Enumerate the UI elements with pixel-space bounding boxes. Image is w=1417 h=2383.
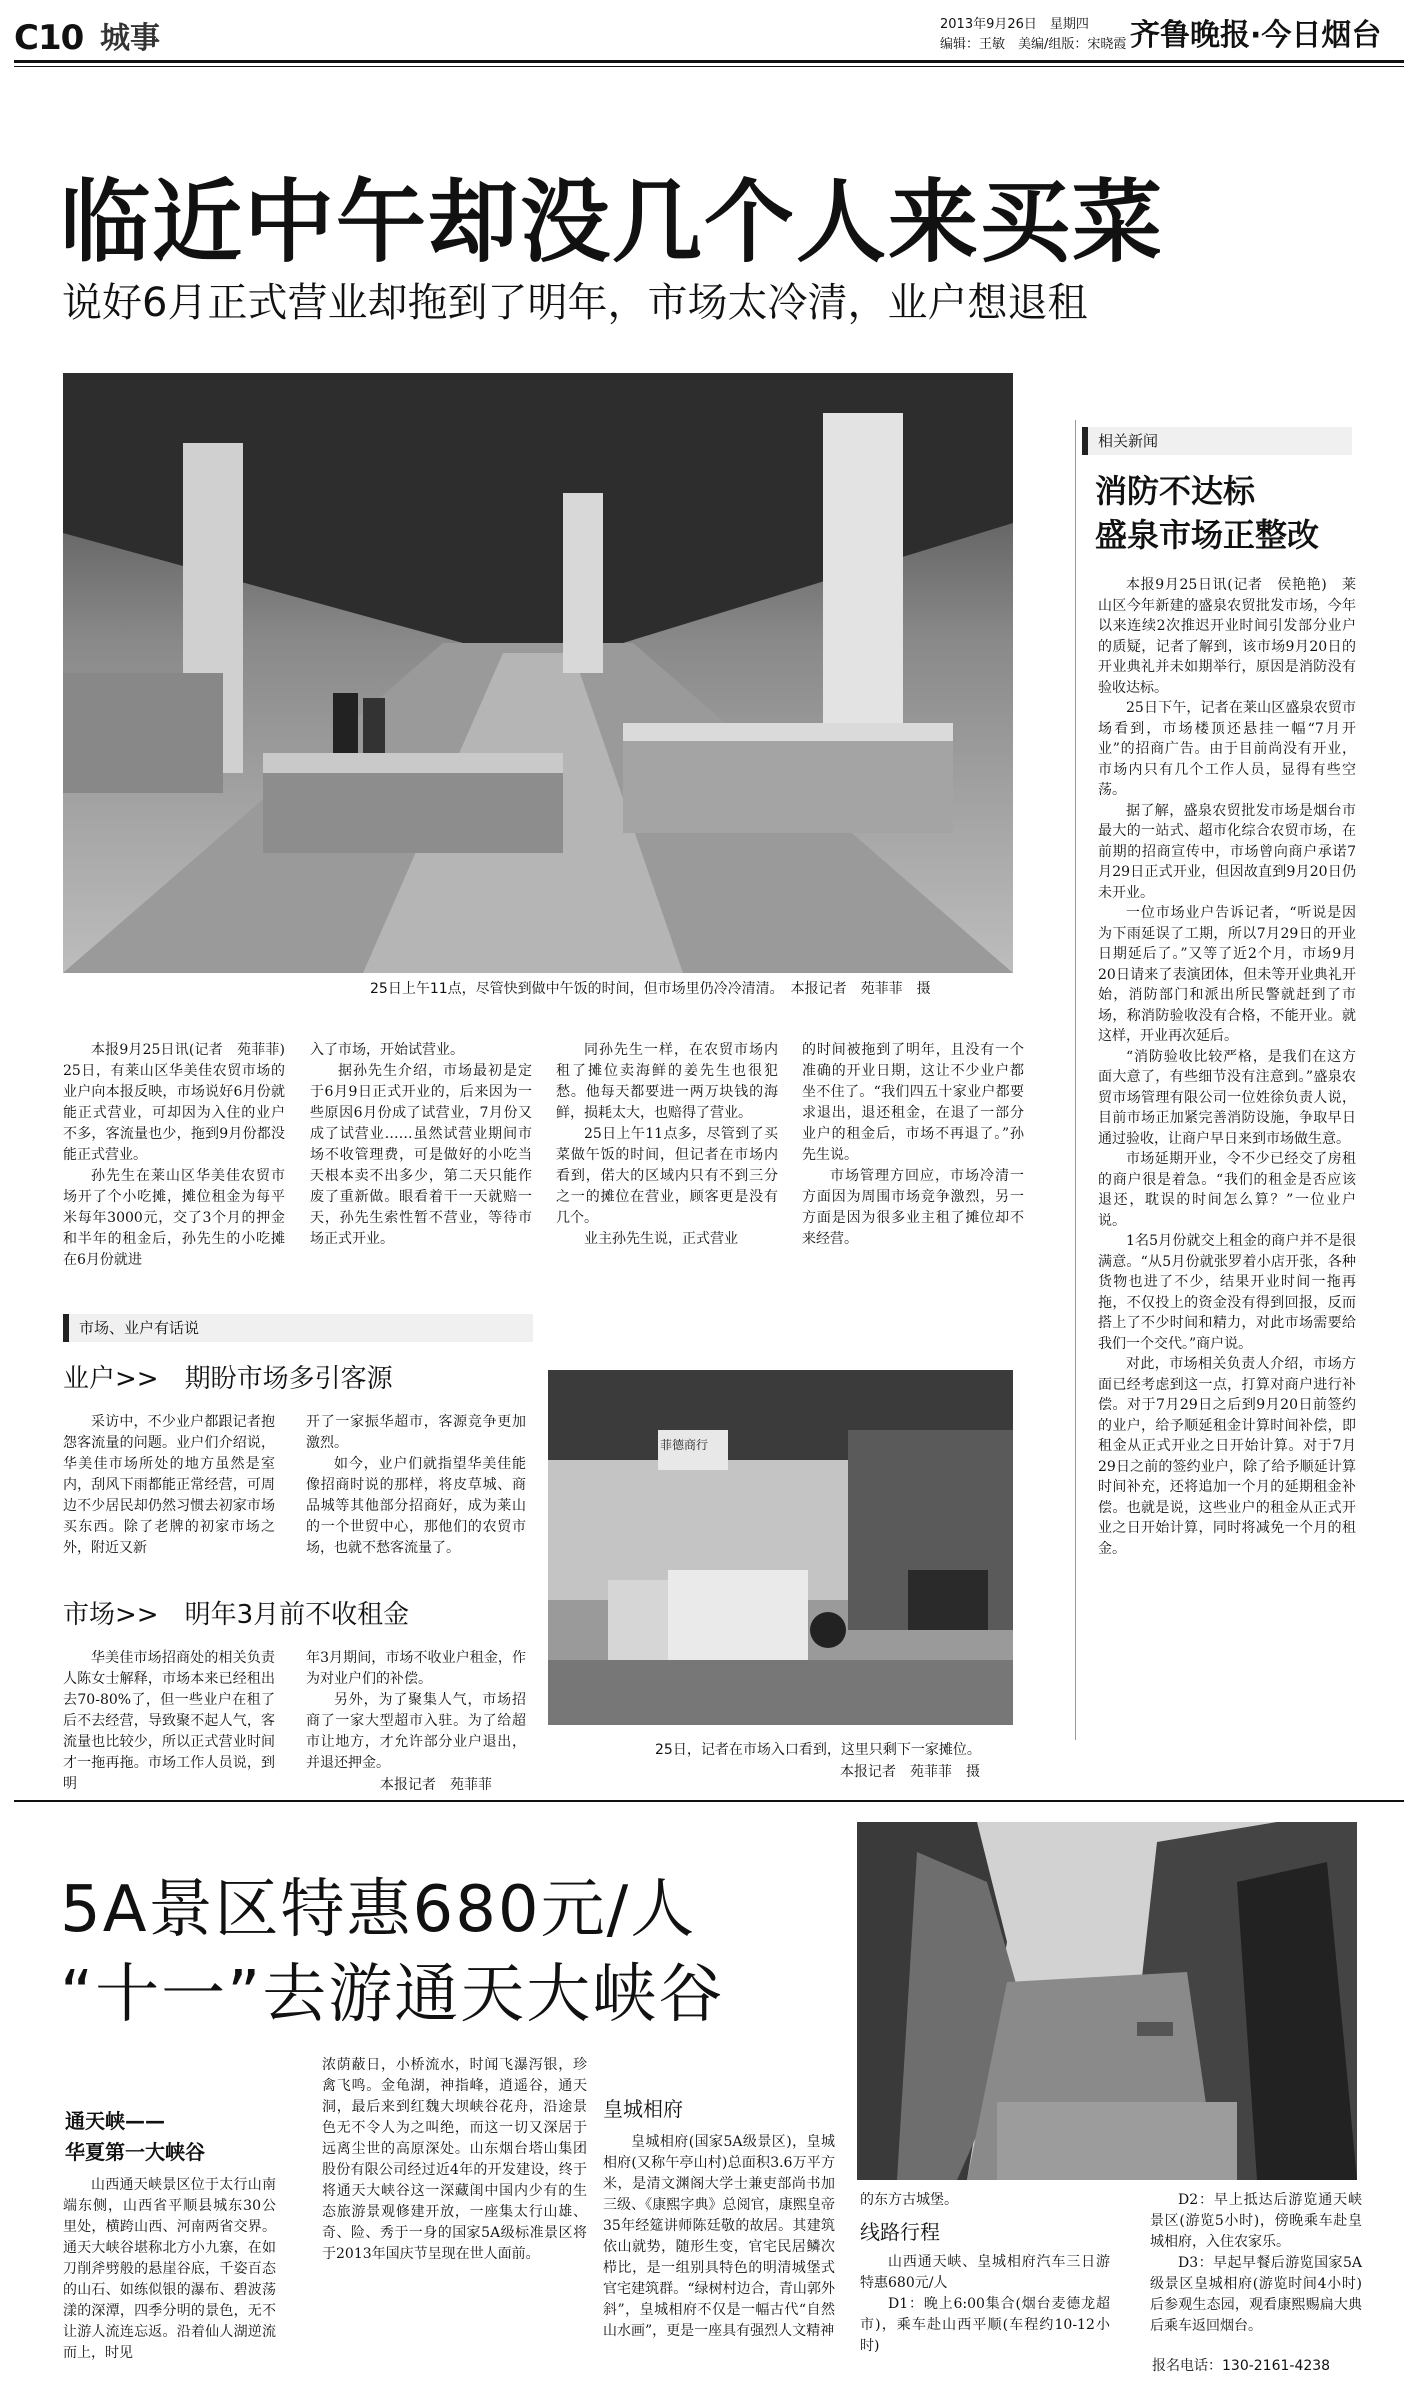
editor-credits: 编辑：王敏 美编/组版：宋晓霞 bbox=[940, 37, 1127, 52]
entrance-photo-caption: 25日，记者在市场入口看到，这里只剩下一家摊位。 bbox=[655, 1742, 981, 1758]
header-rule bbox=[14, 60, 1404, 63]
related-article: 本报9月25日讯(记者 侯艳艳) 莱山区今年新建的盛泉农贸批发市场，今年以来连续2次推迟开业时间引发部分业户的质疑，记者了解到，该市场9月20日的开业典礼并未如期举行，原因是消防没有验收达标。 25日下午，记者在莱山区盛泉农贸市场看到，市场楼顶还悬挂一幅“7月开业”的招商广告。由于目前尚没有开业，市场内只有几个工作人员，显得有些空荡。 据了解，盛泉农贸批发市场是烟台市最大的一站式、超市化综合农贸市场，在前期的招商宣传中，市场曾向商户承诺7月29日正式开业，但因故直到9月20日仍未开业。 一位市场业户告诉记者，“听说是因为下雨延误了工期，所以7月29日的开业日期延后了。”又等了近2个月，市场9月20日请来了表演团体，但未等开业典礼开始，消防部门和派出所民警就赶到了市场，称消防验收没有合格，不能开业。就这样，开业再次延后。 “消防验收比较严格，是我们在这方面大意了，有些细节没有注意到。”盛泉农贸市场管理有限公司一位姓徐负责人说，目前市场正加紧完善消防设施，争取早日通过验收，让商户早日来到市场做生意。 市场延期开业，令不少已经交了房租的商户很是着急。“我们的租金是否应该退还，耽误的时间怎么算？”一位业户说。 1名5月份就交上租金的商户并不是很满意。“从5月份就张罗着小店开张，各种货物也进了不少，结果开业时间一拖再拖，不仅投上的资金没有得到回报，反而搭上了不少时间和精力，对此市场需要给我们一个交代。”商户说。 对此，市场相关负责人介绍，市场方面已经考虑到这一点，打算对商户进行补偿。对于7月29日之后到9月20日前签约的业户，给予顺延租金计算时间补偿，即租金从正式开业之日开始计算。对于7月29日之前的签约业户，除了给予顺延计算时间补充，还将追加一个月的延期租金补偿。也就是说，这些业户的租金从正式开业之日开始计算，同时将减免一个月的租金。 bbox=[1098, 577, 1356, 1557]
stall-sign: 菲德商行 bbox=[660, 1438, 709, 1452]
issue-date: 2013年9月26日 星期四 bbox=[940, 17, 1089, 32]
voices-tag: 市场、业户有话说 bbox=[63, 1314, 533, 1342]
travel-col-b: 浓荫蔽日，小桥流水，时闻飞瀑泻银，珍禽飞鸣。金龟湖，神指峰，逍遥谷，通天洞，最后来到红魏大坝峡谷花舟，沿途景色无不令人为之叫绝，而这一切又深居于远离尘世的高原深处。山东烟台塔山集团股份有限公司经过近4年的开发建设，终于将通天大峡谷这一深藏闺中国内少有的生态旅游景观修建开放，一座集太行山雄、奇、险、秀于一身的国家5A级标准景区将于2013年国庆节呈现在世人面前。 bbox=[322, 2057, 587, 2262]
page-number: C10 bbox=[14, 18, 84, 58]
main-article-col-1: 本报9月25日讯(记者 苑菲菲) 25日，有莱山区华美佳农贸市场的业户向本报反映，市场说好6月份就能正式营业，可却因为入住的业户不多，客流量也少，拖到9月份都没能正式营业。 孙先生在莱山区华美佳农贸市场开了个小吃摊，摊位租金为每平米每年3000元，交了3个月的押金和半年的租金后，孙先生的小吃摊在6月份就进 bbox=[63, 1042, 299, 1268]
related-divider bbox=[1075, 420, 1076, 1740]
main-article-col-2: 入了市场，开始试营业。 据孙先生介绍，市场最初是定于6月9日正式开业的，后来因为一些原因6月份成了试营业，7月份又成了试营业……虽然试营业期间市场不收管理费，可是做好的小吃当天根本卖不出多少，第二天只能作废了重新做。眼看着干一天就赔一天，孙先生索性暂不营业，等待市场正式开业。 bbox=[310, 1042, 532, 1247]
travel-title-1: 5A景区特惠680元/人 bbox=[60, 1873, 697, 1947]
voices-col-1a: 采访中，不少业户都跟记者抱怨客流量的问题。业户们介绍说，华美佳市场所处的地方虽然是室内，刮风下雨都能正常经营，可周边不少居民却仍然习惯去初家市场买东西。除了老牌的初家市场之外，附近又新 bbox=[63, 1414, 275, 1556]
main-article-col-3: 同孙先生一样，在农贸市场内租了摊位卖海鲜的姜先生也很犯愁。他每天都要进一两万块钱的海鲜，损耗太大，也赔得了营业。 25日上午11点多，尽管到了买菜做午饭的时间，但记者在市场内看到，偌大的区域内只有不到三分之一的摊位在营业，顾客更是没有几个。 业主孙先生说，正式营业 bbox=[556, 1042, 778, 1247]
travel-col-d1: 的东方古城堡。 bbox=[860, 2192, 958, 2208]
section-name: 城事 bbox=[100, 21, 160, 56]
travel-col-d2: 山西通天峡、皇城相府汽车三日游特惠680元/人 D1：晚上6:00集合(烟台麦德龙超市)，乘车赴山西平顺(车程约10-12小时) bbox=[860, 2254, 1110, 2354]
travel-title-2: “十一”去游通天大峡谷 bbox=[60, 1958, 725, 2032]
main-photo-caption: 25日上午11点，尽管快到做中午饭的时间，但市场里仍冷冷清清。 本报记者 苑菲菲 摄 bbox=[370, 981, 931, 997]
related-title-line2: 盛泉市场正整改 bbox=[1095, 516, 1320, 554]
canyon-photo bbox=[857, 1822, 1357, 2180]
tongtian-subheading: 华夏第一大峡谷 bbox=[65, 2140, 205, 2164]
voices-col-2b: 年3月期间，市场不收业户租金，作为对业户们的补偿。 另外，为了聚集人气，市场招商了一家大型超市入驻。为了给超市让地方，才允许部分业户退出，并退还押金。 bbox=[306, 1650, 526, 1771]
brand-name: 齐鲁晚报·今日烟台 bbox=[1130, 18, 1382, 53]
voices-heading-1: 业户>> 期盼市场多引客源 bbox=[63, 1364, 393, 1394]
voices-heading-2: 市场>> 明年3月前不收租金 bbox=[63, 1600, 410, 1630]
related-title-line1: 消防不达标 bbox=[1095, 472, 1256, 510]
itinerary-heading: 线路行程 bbox=[860, 2220, 940, 2244]
travel-col-c: 皇城相府(国家5A级景区)，皇城相府(又称午亭山村)总面积3.6万平方米，是清文渊阁大学士兼吏部尚书加三级、《康熙字典》总阅官，康熙皇帝35年经筵讲师陈廷敬的故居。其建筑依山就势，随形生变，官宅民居鳞次栉比，是一组别具特色的明清城堡式官宅建筑群。“绿树村边合，青山郭外斜”，皇城相府不仅是一幅古代“自然山水画”，更是一座具有强烈人文精神 bbox=[603, 2134, 835, 2339]
travel-col-e: D2：早上抵达后游览通天峡景区(游览5小时)，傍晚乘车赴皇城相府，入住农家乐。 D3：早起早餐后游览国家5A级景区皇城相府(游览时间4小时)后参观生态园，观看康熙赐扁大典后乘车返回烟台。 bbox=[1150, 2192, 1362, 2334]
header-rule-thin bbox=[14, 66, 1404, 67]
entrance-photo-credit: 本报记者 苑菲菲 摄 bbox=[840, 1764, 980, 1780]
voices-col-1b: 开了一家振华超市，客源竞争更加激烈。 如今，业户们就指望华美佳能像招商时说的那样，将皮草城、商品城等其他部分招商好，成为莱山的一个世贸中心，那他们的农贸市场，也就不愁客流量了。 bbox=[306, 1414, 526, 1556]
voices-byline: 本报记者 苑菲菲 bbox=[380, 1777, 492, 1793]
huangcheng-heading: 皇城相府 bbox=[603, 2097, 683, 2121]
main-subheadline: 说好6月正式营业却拖到了明年，市场太冷清，业户想退租 bbox=[62, 280, 1088, 326]
market-hall-photo bbox=[63, 373, 1013, 973]
voices-col-2a: 华美佳市场招商处的相关负责人陈女士解释，市场本来已经租出去70-80%了，但一些业户在租了后不去经营，导致聚不起人气，客流量也比较少，所以正式营业时间才一拖再拖。市场工作人员说，到明 bbox=[63, 1650, 275, 1792]
market-entrance-photo bbox=[548, 1370, 1013, 1725]
tongtian-heading: 通天峡—— bbox=[65, 2109, 165, 2133]
main-headline: 临近中午却没几个人来买菜 bbox=[60, 170, 1164, 275]
travel-col-a: 山西通天峡景区位于太行山南端东侧，山西省平顺县城东30公里处，横跨山西、河南两省交界。通天大峡谷堪称北方小九寨，在如刀削斧劈般的悬崖谷底，千姿百态的山石、如练似银的瀑布、碧波荡漾的深潭，四季分明的景色，无不让游人流连忘返。沿着仙人湖逆流而上，时见 bbox=[63, 2177, 276, 2361]
travel-top-rule bbox=[14, 1800, 1404, 1802]
signup-phone: 报名电话：130-2161-4238 bbox=[1152, 2358, 1331, 2374]
related-news-tag: 相关新闻 bbox=[1082, 427, 1352, 455]
main-article-col-4: 的时间被拖到了明年，且没有一个准确的开业日期，这让不少业户都坐不住了。“我们四五十家业户都要求退出，退还租金，在退了一部分业户的租金后，市场不再退了。”孙先生说。 市场管理方回应，市场冷清一方面因为周围市场竞争激烈，另一方面是因为很多业主租了摊位却不来经营。 bbox=[802, 1042, 1024, 1247]
